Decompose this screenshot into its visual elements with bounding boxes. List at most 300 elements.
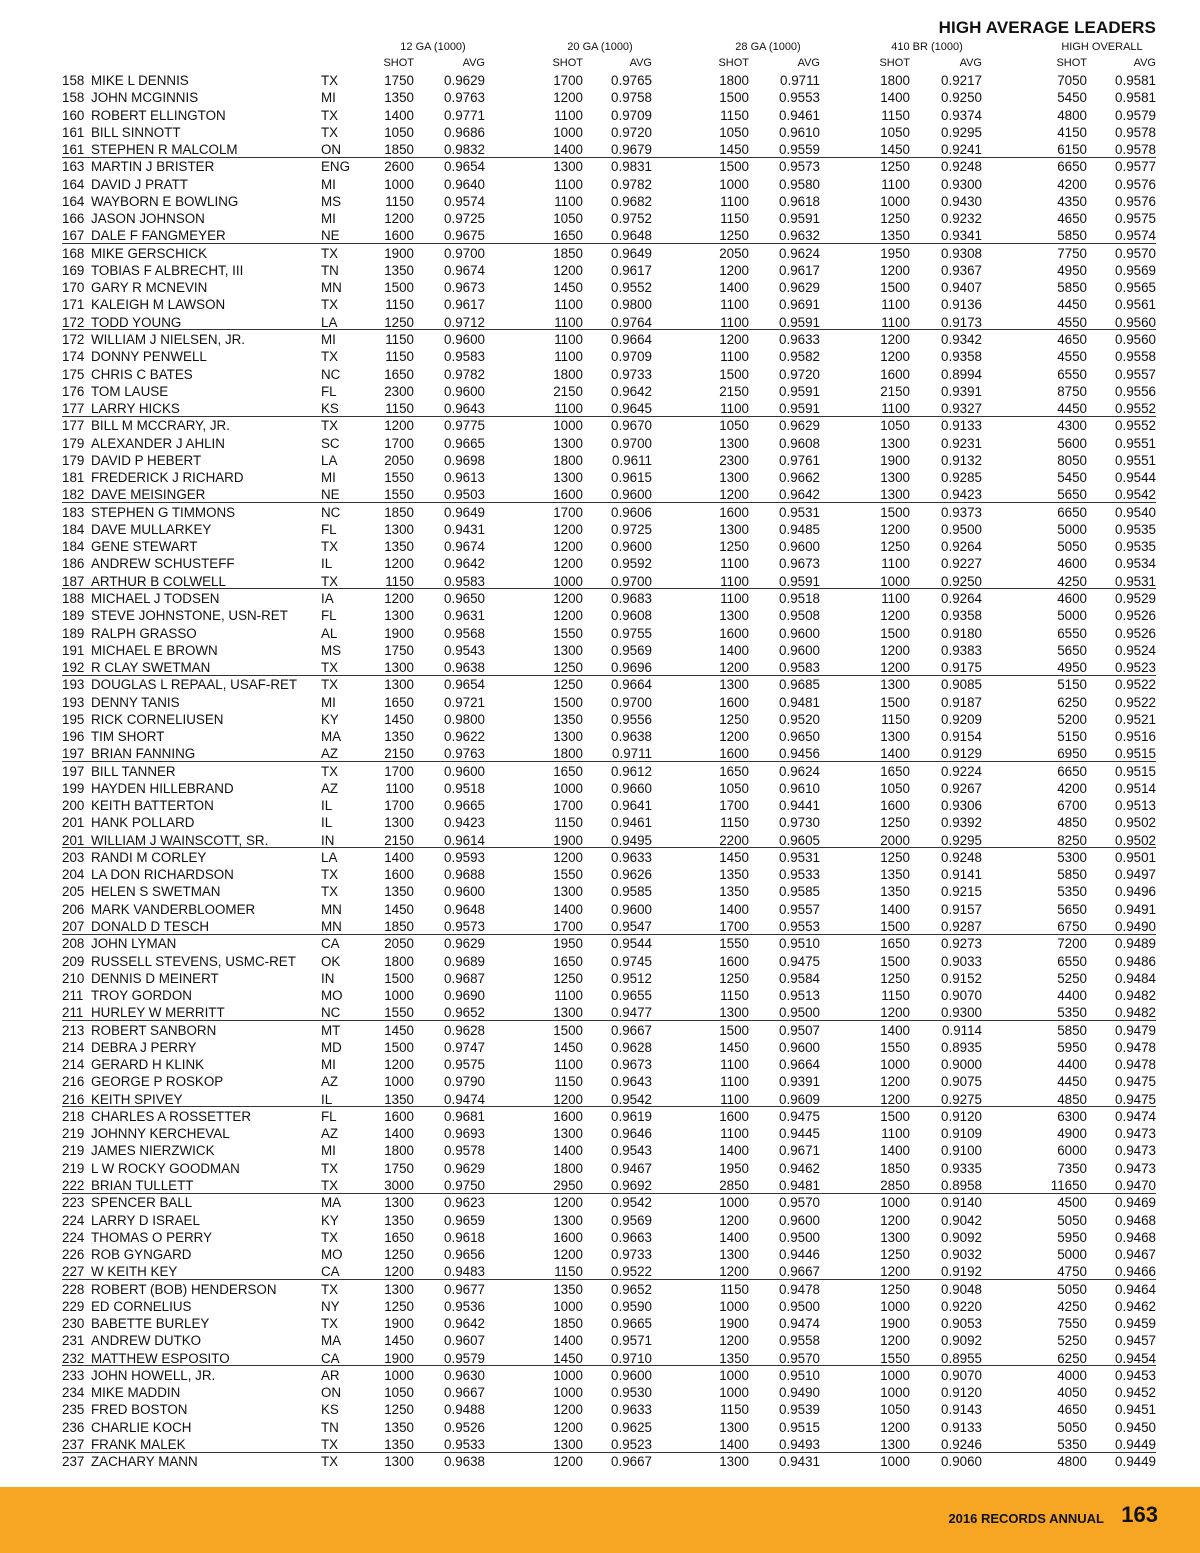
cell-12ga-shot: 1150 [385,297,414,313]
cell-410br-avg: 0.9033 [941,953,982,969]
cell-410br-shot: 1150 [881,711,910,727]
cell-overall-avg: 0.9491 [1115,901,1156,917]
table-row [0,245,1200,262]
cell-12ga-avg: 0.9618 [444,1229,485,1245]
cell-12ga-shot: 1250 [384,314,414,330]
cell-20ga-avg: 0.9600 [611,487,652,503]
cell-20ga-avg: 0.9692 [611,1178,652,1193]
cell-name: ANDREW SCHUSTEFF [91,556,235,572]
cell-20ga-shot: 1950 [553,936,583,952]
cell-20ga-avg: 0.9733 [611,1247,652,1263]
cell-state: NC [321,366,341,382]
cell-28ga-shot: 1200 [719,1212,749,1228]
cell-28ga-shot: 1200 [719,1264,749,1280]
cell-overall-avg: 0.9502 [1115,832,1156,848]
cell-name: SPENCER BALL [91,1195,193,1211]
cell-rank: 232 [62,1350,85,1366]
cell-overall-shot: 6250 [1057,1350,1087,1366]
table-row [0,1332,1200,1349]
cell-20ga-shot: 1250 [553,970,583,986]
cell-410br-avg: 0.9192 [941,1264,982,1280]
cell-rank: 158 [62,90,85,106]
cell-28ga-shot: 1500 [719,159,749,175]
cell-20ga-avg: 0.9544 [611,936,652,952]
cell-rank: 187 [62,573,85,589]
cell-410br-avg: 0.9250 [941,90,982,106]
cell-20ga-shot: 1300 [553,1126,583,1142]
cell-overall-shot: 4800 [1057,1454,1087,1470]
cell-28ga-shot: 1650 [719,763,749,779]
cell-state: TX [321,1436,339,1452]
cell-410br-avg: 0.9120 [941,1108,982,1124]
cell-12ga-avg: 0.9518 [444,780,485,796]
cell-28ga-avg: 0.9553 [779,919,820,935]
cell-overall-avg: 0.9449 [1115,1454,1156,1470]
cell-12ga-avg: 0.9640 [444,176,485,192]
cell-rank: 237 [62,1454,85,1470]
cell-20ga-shot: 1650 [553,228,583,244]
cell-overall-avg: 0.9522 [1115,677,1156,693]
cell-state: AR [321,1367,340,1383]
cell-overall-shot: 8750 [1057,383,1087,399]
cell-410br-avg: 0.8955 [941,1350,982,1366]
cell-20ga-shot: 1200 [553,1402,583,1418]
cell-rank: 219 [62,1160,85,1176]
cell-name: ED CORNELIUS [91,1298,192,1314]
cell-state: TX [321,107,339,123]
cell-state: CA [321,1264,340,1280]
cell-overall-avg: 0.9479 [1115,1022,1156,1038]
cell-name: MARTIN J BRISTER [91,159,215,175]
cell-410br-avg: 0.9308 [941,245,982,261]
cell-12ga-avg: 0.9721 [444,694,485,710]
cell-20ga-avg: 0.9638 [611,729,652,745]
cell-28ga-shot: 1000 [719,1385,749,1401]
table-row [0,849,1200,866]
cell-20ga-shot: 1300 [553,470,583,486]
cell-28ga-avg: 0.9633 [779,331,820,347]
cell-overall-shot: 4450 [1057,1074,1087,1090]
cell-12ga-shot: 1800 [384,953,414,969]
gauge-410br-heading: 410 BR (1000) [891,41,963,53]
shot-header: SHOT [383,57,414,69]
cell-state: KY [321,1212,339,1228]
cell-410br-avg: 0.9383 [941,642,982,658]
cell-28ga-shot: 1350 [719,867,749,883]
cell-overall-shot: 5450 [1057,470,1087,486]
cell-20ga-avg: 0.9664 [611,331,652,347]
cell-20ga-shot: 1400 [553,1333,583,1349]
cell-name: TIM SHORT [91,729,165,745]
cell-overall-avg: 0.9452 [1115,1385,1156,1401]
cell-28ga-avg: 0.9605 [779,832,820,848]
cell-overall-avg: 0.9515 [1115,763,1156,779]
cell-28ga-avg: 0.9617 [779,262,820,278]
cell-410br-shot: 1400 [880,746,910,762]
cell-name: FRANK MALEK [91,1436,186,1452]
cell-overall-avg: 0.9514 [1115,780,1156,796]
cell-20ga-shot: 1300 [553,884,583,900]
table-row [0,814,1200,831]
cell-28ga-avg: 0.9667 [779,1264,820,1280]
cell-state: ENG [321,159,351,175]
cell-state: AZ [321,780,339,796]
cell-20ga-avg: 0.9633 [611,849,652,865]
table-row [0,348,1200,365]
cell-410br-shot: 1000 [880,1057,910,1073]
cell-410br-avg: 0.9227 [941,556,982,572]
cell-20ga-avg: 0.9733 [611,366,652,382]
table-row [0,901,1200,918]
cell-overall-avg: 0.9496 [1115,884,1156,900]
cell-12ga-avg: 0.9630 [444,1367,485,1383]
table-row [0,1108,1200,1125]
cell-12ga-shot: 1550 [384,487,414,503]
cell-12ga-shot: 1300 [384,1454,414,1470]
cell-410br-shot: 1000 [880,1298,910,1314]
cell-28ga-avg: 0.9431 [779,1454,820,1470]
cell-410br-avg: 0.9423 [941,487,982,503]
cell-overall-shot: 5200 [1057,711,1087,727]
cell-rank: 172 [62,314,85,330]
cell-12ga-avg: 0.9575 [444,1057,485,1073]
cell-28ga-avg: 0.9510 [779,1367,820,1383]
cell-28ga-shot: 1300 [719,1005,749,1021]
cell-20ga-shot: 1450 [553,1350,583,1366]
cell-overall-avg: 0.9466 [1115,1264,1156,1280]
cell-overall-shot: 6750 [1057,919,1087,935]
cell-20ga-shot: 1350 [553,1281,583,1297]
cell-12ga-shot: 1300 [384,1195,414,1211]
cell-state: MI [321,331,336,347]
cell-28ga-shot: 1050 [719,418,749,434]
table-row [0,1160,1200,1177]
cell-28ga-shot: 1100 [720,1091,749,1107]
cell-name: DAVE MEISINGER [91,487,206,503]
cell-28ga-avg: 0.9513 [779,988,820,1004]
cell-28ga-shot: 1250 [719,970,749,986]
cell-rank: 158 [62,73,85,88]
cell-rank: 218 [62,1108,85,1124]
cell-410br-shot: 2850 [880,1178,910,1193]
cell-name: DOUGLAS L REPAAL, USAF-RET [91,677,298,693]
cell-12ga-shot: 2150 [384,746,414,762]
cell-12ga-shot: 1300 [384,677,414,693]
cell-28ga-avg: 0.9580 [779,176,820,192]
cell-overall-shot: 5850 [1057,228,1087,244]
cell-20ga-shot: 1100 [554,1057,583,1073]
table-row [0,918,1200,935]
page-title: HIGH AVERAGE LEADERS [938,18,1156,37]
cell-20ga-shot: 1200 [553,1454,583,1470]
cell-410br-avg: 0.9180 [941,625,982,641]
cell-overall-avg: 0.9459 [1115,1316,1156,1332]
cell-rank: 161 [62,124,85,140]
table-row [0,676,1200,693]
cell-28ga-shot: 1600 [719,625,749,641]
cell-12ga-avg: 0.9613 [444,470,485,486]
table-row [0,1246,1200,1263]
cell-overall-avg: 0.9531 [1115,573,1156,589]
cell-overall-avg: 0.9473 [1115,1143,1156,1159]
cell-28ga-shot: 1000 [719,1298,749,1314]
cell-12ga-shot: 1500 [384,280,414,296]
cell-overall-shot: 4250 [1057,1298,1087,1314]
cell-overall-avg: 0.9558 [1115,349,1156,365]
cell-20ga-avg: 0.9660 [611,780,652,796]
cell-410br-avg: 0.9092 [941,1333,982,1349]
cell-410br-shot: 1800 [880,73,910,88]
cell-rank: 192 [62,660,85,676]
table-row [0,1004,1200,1021]
cell-12ga-avg: 0.9642 [444,556,485,572]
cell-state: TX [321,1454,339,1470]
cell-overall-shot: 4600 [1057,556,1087,572]
cell-410br-shot: 1100 [881,176,910,192]
cell-state: TX [321,73,339,88]
cell-28ga-shot: 1900 [719,1316,749,1332]
cell-overall-avg: 0.9529 [1115,590,1156,606]
cell-overall-shot: 7750 [1057,245,1087,261]
cell-410br-avg: 0.9232 [941,211,982,227]
cell-28ga-avg: 0.9515 [779,1419,820,1435]
cell-28ga-avg: 0.9629 [779,280,820,296]
cell-state: IL [321,1091,333,1107]
cell-410br-avg: 0.9246 [941,1436,982,1452]
cell-overall-shot: 5650 [1057,487,1087,503]
cell-410br-shot: 1200 [880,1212,910,1228]
cell-410br-shot: 1600 [880,798,910,814]
cell-overall-shot: 7050 [1057,73,1087,88]
table-row [0,89,1200,106]
cell-28ga-avg: 0.9691 [779,297,820,313]
cell-20ga-avg: 0.9600 [611,539,652,555]
table-row [0,331,1200,348]
cell-name: CHARLES A ROSSETTER [91,1108,251,1124]
cell-28ga-avg: 0.9591 [779,383,820,399]
table-row [0,573,1200,590]
cell-name: LARRY HICKS [91,401,180,417]
cell-20ga-shot: 1900 [553,832,583,848]
cell-state: TX [321,418,339,434]
cell-410br-shot: 1200 [880,1264,910,1280]
table-row [0,780,1200,797]
cell-28ga-avg: 0.9662 [779,470,820,486]
cell-28ga-avg: 0.9518 [779,590,820,606]
cell-28ga-shot: 1200 [719,262,749,278]
cell-state: MD [321,1039,342,1055]
cell-20ga-avg: 0.9664 [611,677,652,693]
publication-title: 2016 RECORDS ANNUAL [948,1511,1104,1526]
cell-410br-shot: 1200 [880,642,910,658]
cell-410br-avg: 0.9109 [941,1126,982,1142]
cell-28ga-avg: 0.9500 [779,1298,820,1314]
cell-state: TX [321,573,339,589]
cell-20ga-shot: 1200 [553,608,583,624]
cell-12ga-avg: 0.9677 [444,1281,485,1297]
cell-20ga-avg: 0.9569 [611,1212,652,1228]
cell-410br-avg: 0.9392 [941,815,982,831]
cell-state: TX [321,539,339,555]
table-row [0,504,1200,521]
avg-header: AVG [629,57,652,69]
cell-overall-avg: 0.9581 [1115,73,1156,88]
cell-state: AZ [321,746,339,762]
cell-overall-shot: 5850 [1057,280,1087,296]
cell-name: HAYDEN HILLEBRAND [91,780,234,796]
cell-12ga-shot: 1150 [385,349,414,365]
cell-12ga-shot: 1750 [384,1160,414,1176]
cell-overall-avg: 0.9475 [1115,1091,1156,1107]
cell-20ga-shot: 1500 [553,1022,583,1038]
table-row [0,279,1200,296]
cell-20ga-shot: 1300 [553,642,583,658]
cell-410br-avg: 0.9129 [941,746,982,762]
cell-28ga-avg: 0.9441 [779,798,820,814]
cell-12ga-shot: 1900 [384,1350,414,1366]
cell-rank: 174 [62,349,85,365]
cell-12ga-shot: 3000 [384,1178,414,1193]
cell-overall-avg: 0.9484 [1115,970,1156,986]
cell-12ga-shot: 1300 [384,608,414,624]
cell-28ga-avg: 0.9485 [779,521,820,537]
cell-overall-avg: 0.9560 [1115,314,1156,330]
cell-rank: 233 [62,1367,85,1383]
cell-12ga-avg: 0.9423 [444,815,485,831]
cell-overall-shot: 5350 [1057,1005,1087,1021]
cell-28ga-avg: 0.9600 [779,539,820,555]
cell-20ga-avg: 0.9592 [611,556,652,572]
cell-28ga-avg: 0.9507 [779,1022,820,1038]
cell-12ga-avg: 0.9628 [444,1022,485,1038]
cell-state: IN [321,832,335,848]
cell-12ga-avg: 0.9431 [444,521,485,537]
cell-12ga-shot: 1550 [384,1005,414,1021]
cell-410br-avg: 0.9273 [941,936,982,952]
cell-rank: 160 [62,107,85,123]
cell-20ga-shot: 1000 [553,573,583,589]
cell-state: AL [321,625,338,641]
cell-state: MI [321,211,336,227]
cell-rank: 188 [62,590,85,606]
cell-28ga-avg: 0.9664 [779,1057,820,1073]
cell-overall-shot: 4650 [1057,211,1087,227]
cell-20ga-avg: 0.9709 [611,349,652,365]
cell-410br-shot: 1200 [880,1005,910,1021]
cell-overall-shot: 5250 [1057,970,1087,986]
cell-12ga-avg: 0.9763 [444,746,485,762]
cell-12ga-avg: 0.9782 [444,366,485,382]
column-subheader-row [0,57,1200,73]
cell-28ga-shot: 1150 [720,1281,749,1297]
cell-28ga-shot: 1100 [720,1126,749,1142]
cell-12ga-avg: 0.9659 [444,1212,485,1228]
gauge-20ga-heading: 20 GA (1000) [567,41,633,53]
shot-header: SHOT [879,57,910,69]
cell-12ga-avg: 0.9648 [444,901,485,917]
cell-12ga-shot: 1100 [385,780,414,796]
cell-410br-avg: 0.9120 [941,1385,982,1401]
cell-20ga-shot: 1200 [553,1247,583,1263]
cell-overall-shot: 5300 [1057,849,1087,865]
cell-410br-shot: 1300 [880,677,910,693]
cell-410br-shot: 1950 [880,245,910,261]
cell-overall-avg: 0.9576 [1115,176,1156,192]
cell-20ga-shot: 1400 [553,1143,583,1159]
cell-28ga-shot: 1200 [719,729,749,745]
cell-410br-avg: 0.9209 [941,711,982,727]
cell-28ga-shot: 1100 [720,193,749,209]
table-row [0,210,1200,227]
cell-overall-avg: 0.9515 [1115,746,1156,762]
cell-20ga-shot: 1000 [553,1385,583,1401]
cell-28ga-shot: 1200 [719,487,749,503]
cell-overall-avg: 0.9470 [1115,1178,1156,1193]
cell-12ga-shot: 1150 [385,331,414,347]
cell-28ga-avg: 0.9584 [779,970,820,986]
table-row [0,1298,1200,1315]
cell-20ga-shot: 1100 [554,314,583,330]
cell-name: MIKE GERSCHICK [91,245,208,261]
cell-20ga-avg: 0.9477 [611,1005,652,1021]
cell-20ga-avg: 0.9782 [611,176,652,192]
cell-overall-avg: 0.9540 [1115,504,1156,520]
cell-12ga-avg: 0.9488 [444,1402,485,1418]
cell-28ga-shot: 1600 [719,746,749,762]
cell-rank: 211 [62,1005,84,1021]
cell-410br-avg: 0.9187 [941,694,982,710]
cell-overall-avg: 0.9556 [1115,383,1156,399]
cell-overall-avg: 0.9574 [1115,228,1156,244]
cell-rank: 183 [62,504,85,520]
table-row [0,1022,1200,1039]
cell-20ga-avg: 0.9758 [611,90,652,106]
cell-name: JASON JOHNSON [91,211,205,227]
cell-name: RANDI M CORLEY [91,849,207,865]
cell-28ga-shot: 1000 [719,1367,749,1383]
cell-20ga-avg: 0.9665 [611,1316,652,1332]
cell-410br-avg: 0.9143 [941,1402,982,1418]
cell-overall-shot: 6650 [1057,763,1087,779]
cell-12ga-avg: 0.9763 [444,90,485,106]
cell-12ga-shot: 1300 [384,815,414,831]
table-row [0,366,1200,383]
cell-28ga-avg: 0.9474 [779,1316,820,1332]
cell-overall-shot: 6250 [1057,694,1087,710]
cell-name: FREDERICK J RICHARD [91,470,244,486]
cell-rank: 189 [62,608,85,624]
cell-410br-avg: 0.9132 [941,452,982,468]
table-row [0,763,1200,780]
cell-28ga-avg: 0.9500 [779,1005,820,1021]
cell-12ga-shot: 1850 [384,919,414,935]
cell-410br-avg: 0.9075 [941,1074,982,1090]
cell-410br-avg: 0.9250 [941,573,982,589]
cell-overall-avg: 0.9522 [1115,694,1156,710]
cell-name: JOHN HOWELL, JR. [91,1367,216,1383]
cell-410br-shot: 1500 [880,919,910,935]
cell-name: CHRIS C BATES [91,366,193,382]
cell-410br-shot: 1400 [880,90,910,106]
table-row [0,1350,1200,1367]
cell-name: MARK VANDERBLOOMER [91,901,256,917]
cell-rank: 167 [62,228,85,244]
cell-20ga-shot: 1250 [553,660,583,676]
cell-20ga-avg: 0.9710 [611,1350,652,1366]
cell-12ga-avg: 0.9698 [444,452,485,468]
cell-20ga-shot: 1300 [553,159,583,175]
cell-28ga-avg: 0.9475 [779,1108,820,1124]
